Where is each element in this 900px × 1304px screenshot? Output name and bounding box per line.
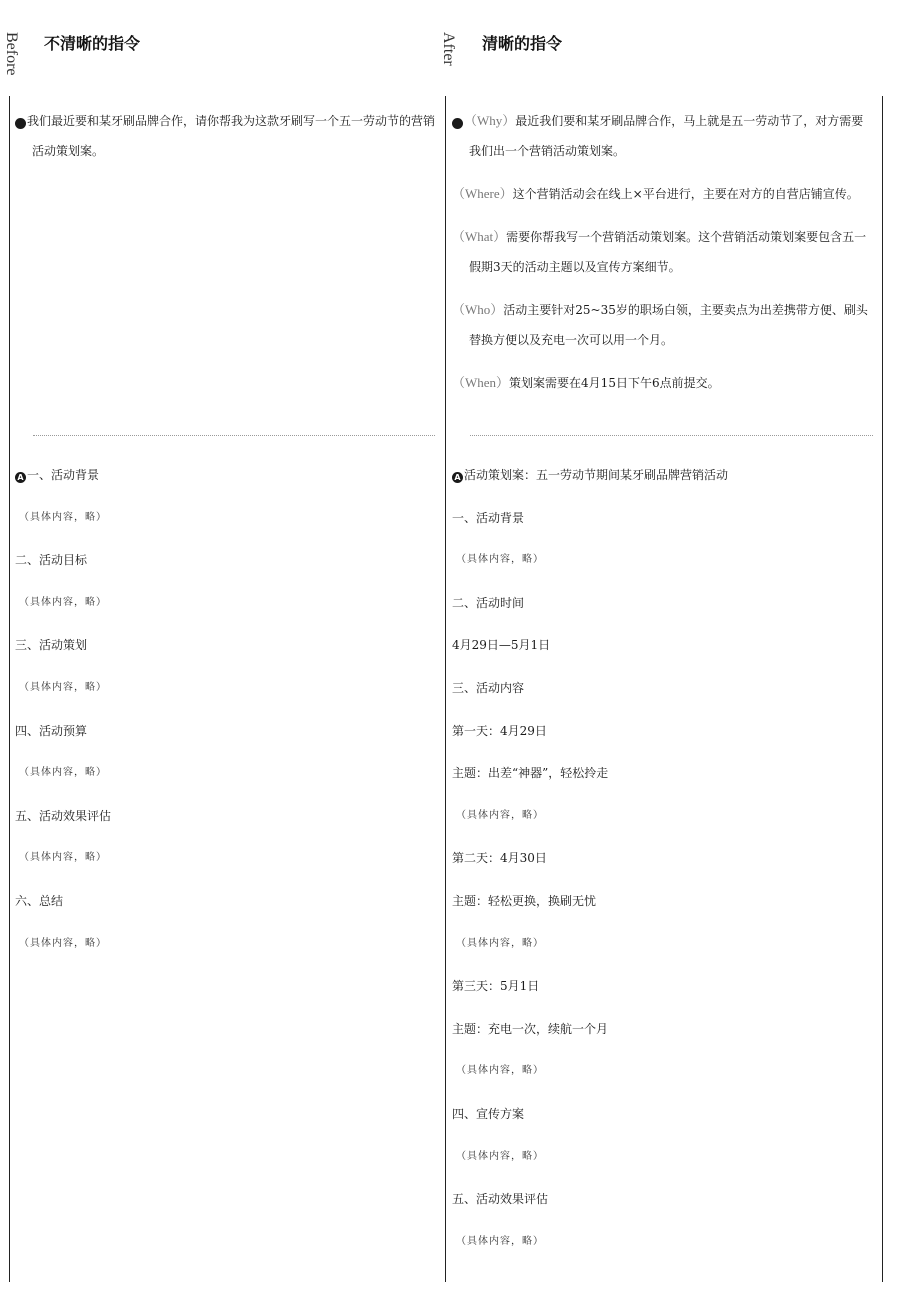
before-column-title: 不清晰的指令 <box>44 34 141 53</box>
outline-heading: 三、活动策划 <box>15 638 88 653</box>
placeholder-note: （具体内容，略） <box>19 937 107 949</box>
question-icon: ? <box>15 118 26 129</box>
after-side-label: After <box>440 32 457 66</box>
outline-text: 主题：充电一次，续航一个月 <box>452 1021 609 1036</box>
before-prompt <box>9 106 439 166</box>
placeholder-note: （具体内容，略） <box>19 596 107 608</box>
outline-text: 第三天：5月1日 <box>452 979 540 994</box>
outline-heading: 二、活动时间 <box>452 595 525 610</box>
question-icon: ? <box>452 118 463 129</box>
when-tag: （When） <box>452 375 510 390</box>
outline-heading: 一、活动背景 <box>452 510 525 525</box>
prompt-who <box>452 295 872 355</box>
placeholder-note: （具体内容，略） <box>19 511 107 523</box>
what-text: 需要你帮我写一个营销活动策划案。这个营销活动策划案要包含五一假期3天的活动主题以及宣传方案细节。 <box>469 230 867 274</box>
placeholder-note: （具体内容，略） <box>456 937 544 949</box>
outline-heading: 四、宣传方案 <box>452 1106 525 1121</box>
right-border-line <box>882 96 883 1282</box>
prompt-what <box>452 222 872 282</box>
who-tag: （Who） <box>452 302 504 317</box>
left-border-line <box>9 96 10 1282</box>
outline-heading: 六、总结 <box>15 893 64 908</box>
before-prompt-text: 我们最近要和某牙刷品牌合作，请你帮我为这款牙刷写一个五一劳动节的营销活动策划案。 <box>27 114 436 158</box>
outline-heading: 二、活动目标 <box>15 553 88 568</box>
placeholder-note: （具体内容，略） <box>19 681 107 693</box>
placeholder-note: （具体内容，略） <box>456 554 544 566</box>
outline-heading: 四、活动预算 <box>15 723 88 738</box>
answer-line <box>452 454 876 497</box>
outline-text: 4月29日—5月1日 <box>452 638 551 653</box>
answer-line <box>15 454 439 497</box>
outline-heading: 五、活动效果评估 <box>15 808 112 823</box>
outline-heading: 一、活动背景 <box>27 468 100 482</box>
placeholder-note: （具体内容，略） <box>19 767 107 779</box>
outline-heading: 三、活动内容 <box>452 680 525 695</box>
outline-text: 第二天：4月30日 <box>452 851 547 866</box>
answer-icon: A <box>15 472 26 483</box>
before-prompt-separator <box>33 435 435 436</box>
after-column-title: 清晰的指令 <box>482 34 563 53</box>
outline-text: 主题：出差“神器”，轻松拎走 <box>452 766 609 781</box>
middle-divider-line <box>445 96 446 1282</box>
outline-heading: 五、活动效果评估 <box>452 1192 549 1207</box>
outline-text: 主题：轻松更换，换刷无忧 <box>452 893 597 908</box>
after-prompt <box>446 106 872 411</box>
prompt-why <box>446 106 872 166</box>
placeholder-note: （具体内容，略） <box>456 1150 544 1162</box>
when-text: 策划案需要在4月15日下午6点前提交。 <box>509 376 720 390</box>
what-tag: （What） <box>452 229 507 244</box>
where-text: 这个营销活动会在线上×平台进行，主要在对方的自营店铺宣传。 <box>512 187 859 201</box>
answer-title: 活动策划案：五一劳动节期间某牙刷品牌营销活动 <box>464 468 729 482</box>
placeholder-note: （具体内容，略） <box>456 1235 544 1247</box>
placeholder-note: （具体内容，略） <box>456 809 544 821</box>
where-tag: （Where） <box>452 186 513 201</box>
placeholder-note: （具体内容，略） <box>456 1065 544 1077</box>
before-side-label: Before <box>3 32 20 76</box>
prompt-where <box>452 179 872 209</box>
after-prompt-separator <box>470 435 873 436</box>
why-text: 最近我们要和某牙刷品牌合作，马上就是五一劳动节了，对方需要我们出一个营销活动策划案。 <box>469 114 864 158</box>
outline-text: 第一天：4月29日 <box>452 723 547 738</box>
after-answer <box>452 454 876 1263</box>
before-answer <box>15 454 439 965</box>
who-text: 活动主要针对25~35岁的职场白领，主要卖点为出差携带方便、刷头替换方便以及充电一次可以用一个月。 <box>469 303 868 347</box>
prompt-when <box>452 368 872 398</box>
why-tag: （Why） <box>464 113 516 128</box>
placeholder-note: （具体内容，略） <box>19 852 107 864</box>
answer-icon: A <box>452 472 463 483</box>
